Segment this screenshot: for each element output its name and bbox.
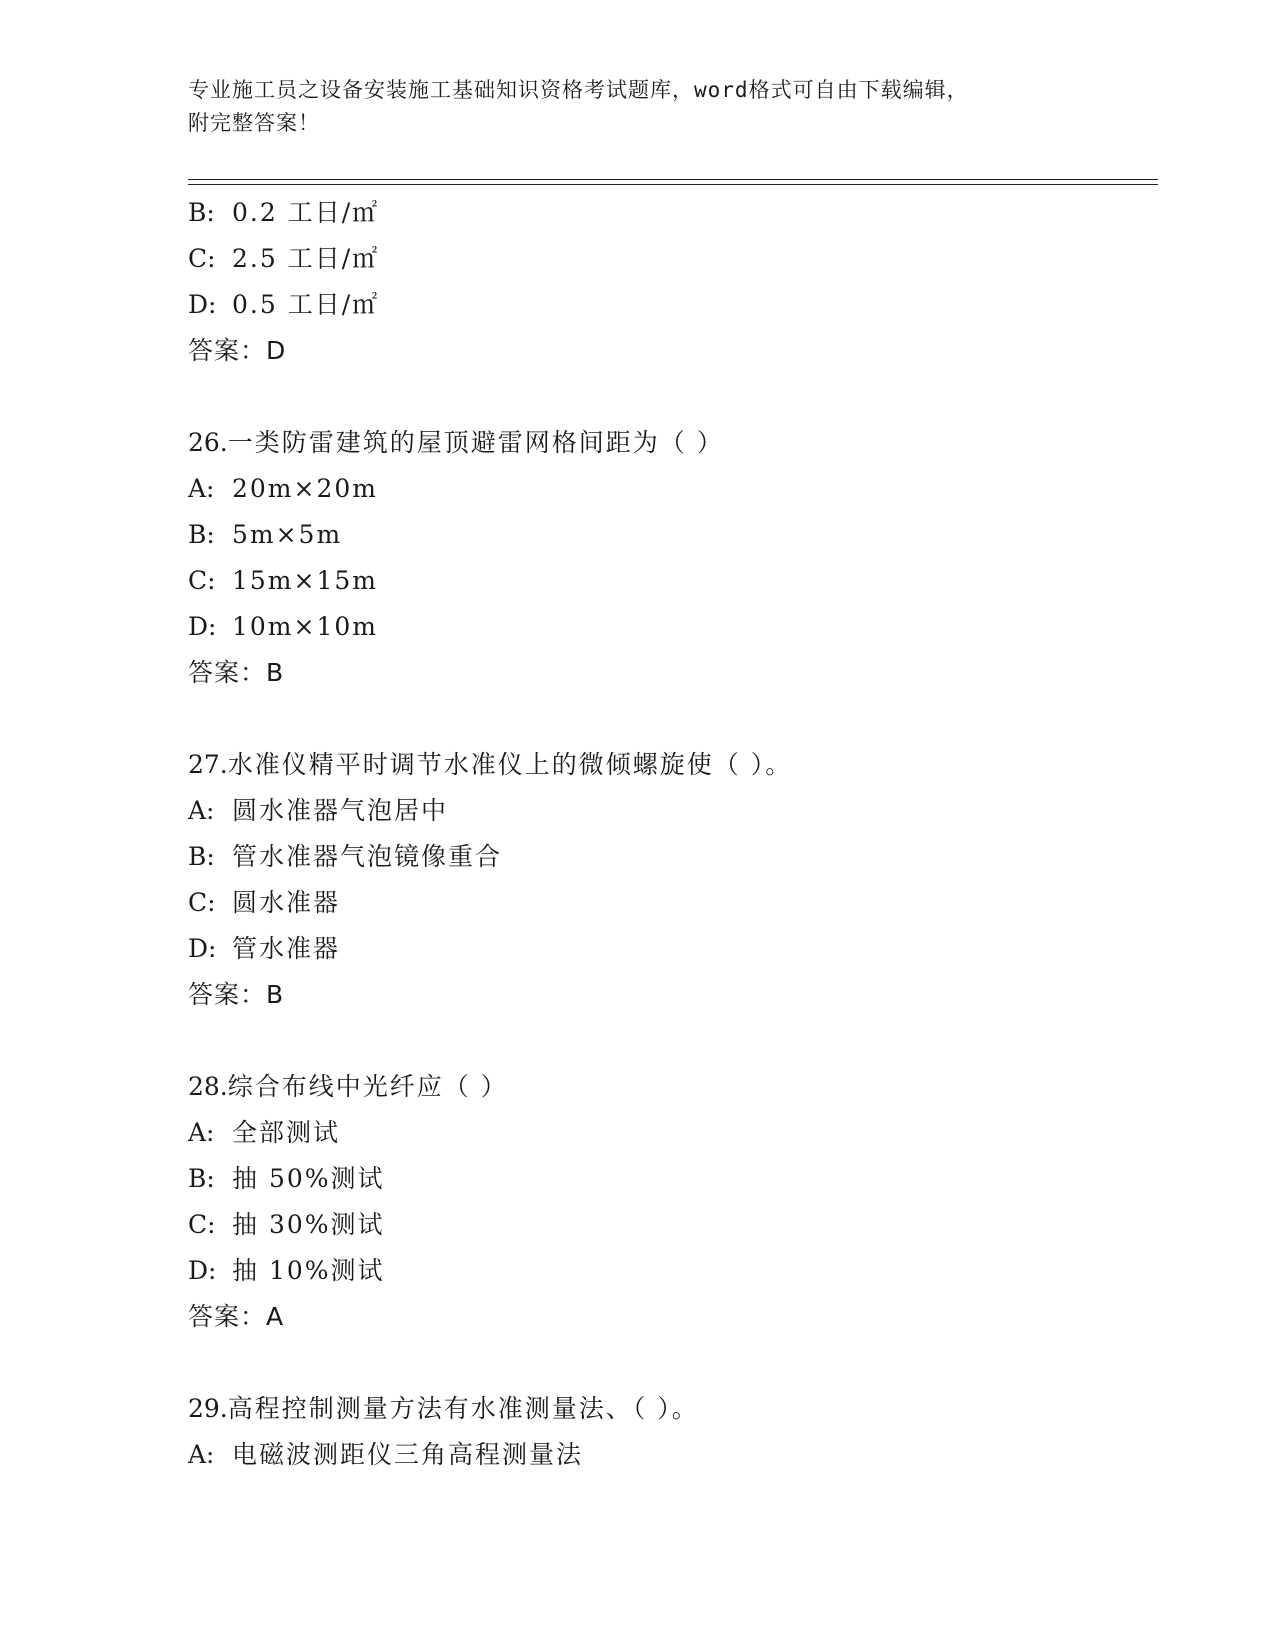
option-key: B: [188, 520, 215, 549]
question-fragment [188, 190, 1168, 374]
answer-line: 答案：D [188, 336, 287, 365]
option-d [188, 1248, 1168, 1294]
answer-line: 答案：A [188, 1302, 285, 1331]
option-text: 电磁波测距仪三角高程测量法 [232, 1440, 584, 1469]
question-text: 水准仪精平时调节水准仪上的微倾螺旋使（ ）。 [227, 750, 793, 779]
option-c [188, 880, 1168, 926]
question-text: 综合布线中光纤应（ ） [227, 1072, 508, 1101]
option-key: A: [188, 796, 215, 825]
question-stem [188, 420, 1168, 466]
option-key: B: [188, 198, 215, 227]
spacer [188, 1340, 1168, 1386]
option-a [188, 1432, 1168, 1478]
option-d [188, 604, 1168, 650]
option-key: C: [188, 1210, 216, 1239]
option-d [188, 282, 1168, 328]
spacer [188, 374, 1168, 420]
option-d [188, 926, 1168, 972]
question-28 [188, 1064, 1168, 1340]
header-divider-bottom [188, 184, 1158, 185]
option-key: C: [188, 566, 216, 595]
option-text: 20m×20m [232, 474, 378, 503]
question-text: 高程控制测量方法有水准测量法、（ ）。 [227, 1394, 699, 1423]
answer-line: 答案：B [188, 658, 285, 687]
question-number: 29. [188, 1394, 228, 1423]
question-stem [188, 1064, 1168, 1110]
option-text: 管水准器 [232, 934, 341, 963]
option-b [188, 190, 1168, 236]
spacer [188, 1018, 1168, 1064]
option-key: A: [188, 1118, 215, 1147]
option-key: D: [188, 934, 217, 963]
header-line-1: 专业施工员之设备安装施工基础知识资格考试题库，word格式可自由下载编辑， [188, 78, 969, 102]
option-a [188, 1110, 1168, 1156]
question-29 [188, 1386, 1168, 1478]
option-key: D: [188, 290, 217, 319]
question-number: 28. [188, 1072, 228, 1101]
option-text: 抽 30%测试 [232, 1210, 385, 1239]
option-text: 全部测试 [232, 1118, 341, 1147]
option-a [188, 466, 1168, 512]
option-key: D: [188, 1256, 217, 1285]
option-c [188, 558, 1168, 604]
option-b [188, 512, 1168, 558]
option-key: D: [188, 612, 217, 641]
option-text: 圆水准器气泡居中 [232, 796, 449, 825]
answer-line: 答案：B [188, 980, 285, 1009]
option-c [188, 1202, 1168, 1248]
question-27 [188, 742, 1168, 1018]
question-stem [188, 1386, 1168, 1432]
question-number: 27. [188, 750, 228, 779]
option-a [188, 788, 1168, 834]
option-text: 10m×10m [232, 612, 378, 641]
option-key: A: [188, 1440, 215, 1469]
option-text: 5m×5m [232, 520, 343, 549]
question-26 [188, 420, 1168, 696]
option-key: C: [188, 244, 216, 273]
option-text: 圆水准器 [232, 888, 341, 917]
option-key: B: [188, 1164, 215, 1193]
option-b [188, 1156, 1168, 1202]
document-header [188, 74, 1068, 140]
header-divider-top [188, 179, 1158, 180]
option-text: 0.5 工日/㎡ [232, 290, 380, 319]
option-text: 15m×15m [232, 566, 378, 595]
header-line-2: 附完整答案！ [188, 111, 320, 135]
question-stem [188, 742, 1168, 788]
question-text: 一类防雷建筑的屋顶避雷网格间距为（ ） [227, 428, 724, 457]
option-text: 管水准器气泡镜像重合 [232, 842, 503, 871]
option-text: 抽 10%测试 [232, 1256, 385, 1285]
option-text: 2.5 工日/㎡ [232, 244, 380, 273]
question-number: 26. [188, 428, 228, 457]
option-key: A: [188, 474, 215, 503]
option-key: B: [188, 842, 215, 871]
option-c [188, 236, 1168, 282]
option-text: 0.2 工日/㎡ [232, 198, 380, 227]
option-b [188, 834, 1168, 880]
spacer [188, 696, 1168, 742]
question-list [188, 190, 1168, 1478]
option-key: C: [188, 888, 216, 917]
option-text: 抽 50%测试 [232, 1164, 385, 1193]
